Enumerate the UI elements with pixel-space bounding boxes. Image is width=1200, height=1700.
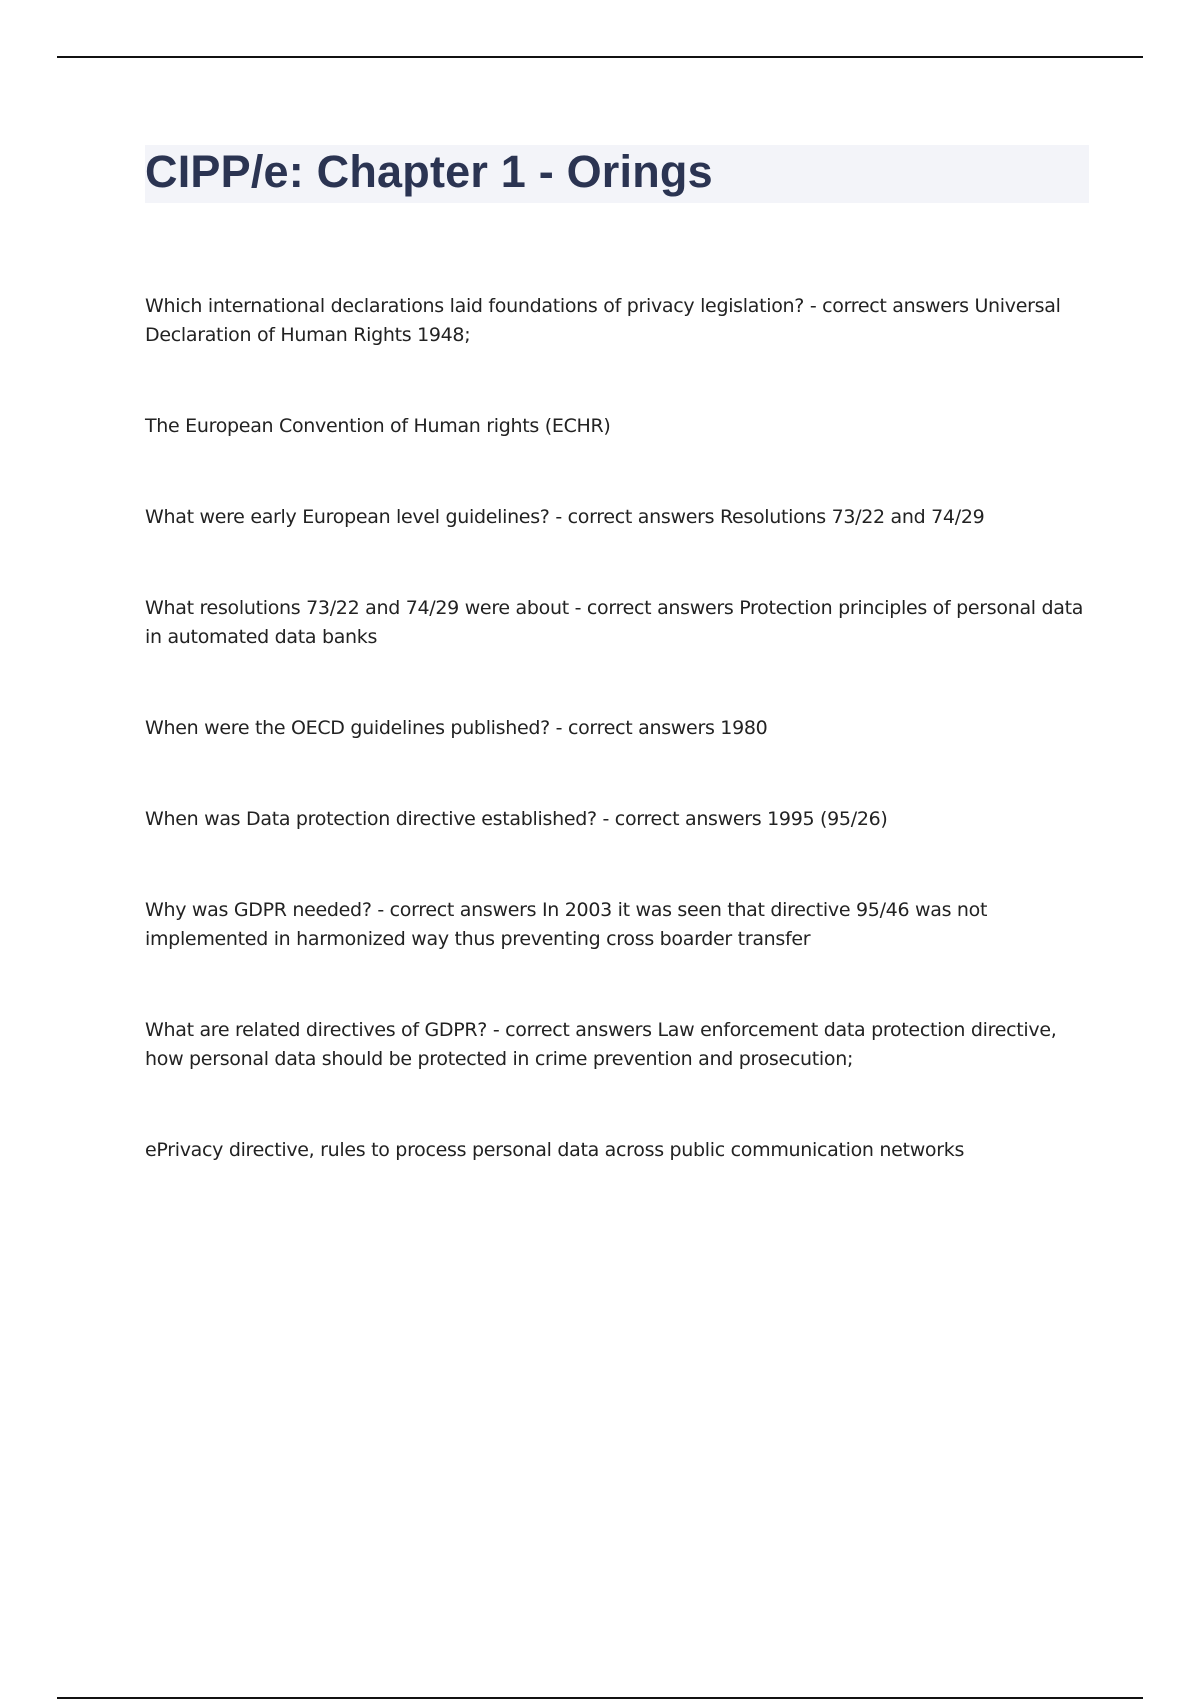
page-title: CIPP/e: Chapter 1 - Orings (145, 146, 713, 197)
qa-item: What are related directives of GDPR? - correct answers Law enforcement data protection directive, how personal data should be protected in crime prevention and prosecution; (145, 1019, 1057, 1070)
qa-item: Why was GDPR needed? - correct answers In 2003 it was seen that directive 95/46 was not implemented in harmonized way thus preventing cross boarder transfer (145, 899, 988, 950)
qa-list (145, 292, 1095, 1165)
qa-item: What resolutions 73/22 and 74/29 were about - correct answers Protection principles of personal data in automated data banks (145, 597, 1084, 648)
qa-item: When were the OECD guidelines published? - correct answers 1980 (145, 717, 768, 739)
qa-item: What were early European level guidelines? - correct answers Resolutions 73/22 and 74/29 (145, 506, 985, 528)
qa-item: Which international declarations laid foundations of privacy legislation? - correct answers Universal Declaration of Human Rights 1948; (145, 295, 1061, 346)
qa-item: ePrivacy directive, rules to process personal data across public communication networks (145, 1139, 965, 1161)
qa-item: The European Convention of Human rights (ECHR) (145, 415, 611, 437)
top-rule (57, 56, 1143, 58)
bottom-rule (57, 1697, 1143, 1699)
qa-item: When was Data protection directive established? - correct answers 1995 (95/26) (145, 808, 888, 830)
